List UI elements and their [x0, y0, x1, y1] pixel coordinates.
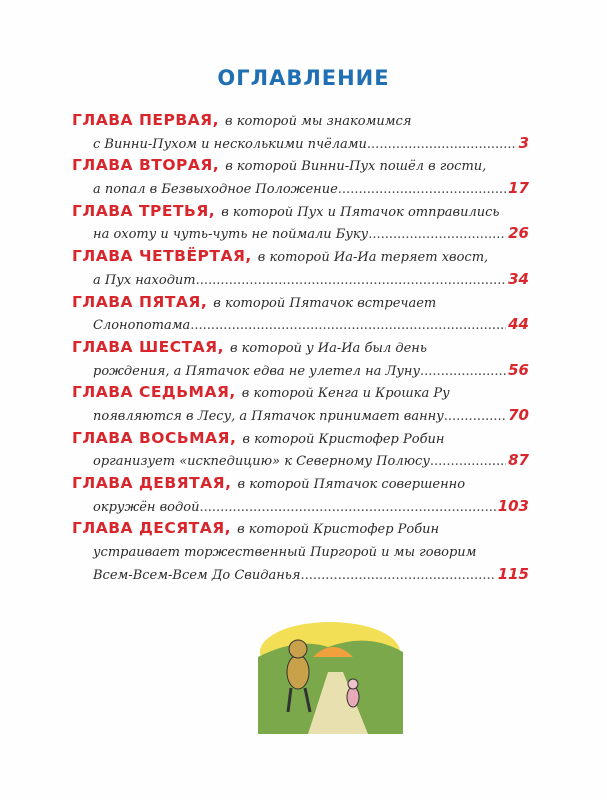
chapter-description: в которой Кристофер Робин	[242, 431, 445, 447]
toc-line	[72, 315, 529, 338]
toc-entry[interactable]	[72, 429, 529, 474]
page-number: 115	[497, 564, 529, 583]
dot-leader	[367, 134, 517, 157]
toc-line	[72, 293, 529, 316]
chapter-description: в которой у Иа-Иа был день	[229, 340, 427, 356]
chapter-description: на охоту и чуть-чуть не поймали Буку	[93, 227, 369, 243]
chapter-description: а Пух находит	[93, 272, 196, 288]
page-number: 44	[508, 315, 529, 334]
dot-leader	[196, 270, 506, 293]
chapter-heading: ГЛАВА ВОСЬМАЯ,	[72, 428, 237, 447]
chapter-description: организует «искпедицию» к Северному Полюсу	[93, 454, 430, 470]
page-number: 34	[508, 269, 529, 288]
dot-leader	[301, 565, 496, 588]
page-number: 17	[508, 179, 529, 198]
chapter-heading: ГЛАВА ПЕРВАЯ,	[72, 111, 220, 129]
toc-line	[72, 134, 529, 157]
toc-line	[72, 519, 529, 542]
pooh-and-piglet-illustration	[258, 612, 403, 734]
toc-entry[interactable]	[72, 474, 529, 519]
chapter-description: в которой Кристофер Робин	[237, 522, 440, 538]
dot-leader	[444, 406, 506, 429]
chapter-description: в которой мы знакомимся	[225, 114, 412, 129]
page-number: 70	[508, 405, 529, 424]
dot-leader	[190, 315, 506, 338]
toc-entry[interactable]	[72, 111, 529, 156]
toc-line	[72, 338, 529, 361]
table-of-contents	[72, 111, 529, 587]
chapter-heading: ГЛАВА ПЯТАЯ,	[72, 292, 208, 311]
toc-line	[72, 224, 529, 247]
dot-leader	[420, 361, 506, 384]
page-number: 56	[508, 360, 529, 379]
chapter-description: в которой Пятачок совершенно	[237, 477, 466, 492]
chapter-description: в которой Винни-Пух пошёл в гости,	[225, 159, 487, 175]
toc-line	[72, 156, 529, 179]
toc-entry[interactable]	[72, 156, 529, 201]
dot-leader	[199, 497, 495, 520]
toc-entry[interactable]	[72, 247, 529, 292]
chapter-description: а попал в Безвыходное Положение	[93, 182, 338, 198]
chapter-description: в которой Иа-Иа теряет хвост,	[257, 250, 489, 266]
toc-entry[interactable]	[72, 519, 529, 587]
toc-entry[interactable]	[72, 338, 529, 383]
toc-line	[72, 474, 529, 497]
chapter-heading: ГЛАВА ТРЕТЬЯ,	[72, 201, 216, 220]
page-number: 3	[518, 133, 529, 152]
toc-line	[72, 429, 529, 452]
dot-leader	[368, 224, 506, 247]
chapter-description: в которой Кенга и Крошка Ру	[241, 386, 450, 402]
chapter-description: в которой Пух и Пятачок отправились	[221, 204, 500, 220]
chapter-description: Слонопотама	[93, 318, 191, 334]
toc-entry[interactable]	[72, 202, 529, 247]
page-number: 103	[497, 496, 529, 515]
toc-line	[72, 202, 529, 225]
chapter-description: рождения, а Пятачок едва не улетел на Луну	[93, 363, 421, 379]
toc-line	[72, 451, 529, 474]
chapter-heading: ГЛАВА ЧЕТВЁРТАЯ,	[72, 247, 252, 266]
toc-entry[interactable]	[72, 293, 529, 338]
dot-leader	[338, 179, 506, 202]
chapter-description: с Винни-Пухом и несколькими пчёлами	[93, 136, 367, 152]
page-number: 87	[508, 451, 529, 470]
toc-line	[72, 270, 529, 293]
dot-leader	[430, 451, 506, 474]
chapter-heading: ГЛАВА ШЕСТАЯ,	[72, 337, 224, 356]
toc-entry[interactable]	[72, 383, 529, 428]
toc-line	[72, 111, 529, 134]
chapter-heading: ГЛАВА ВТОРАЯ,	[72, 156, 220, 175]
chapter-heading: ГЛАВА ДЕВЯТАЯ,	[72, 474, 232, 492]
toc-line	[72, 247, 529, 270]
toc-line	[72, 361, 529, 384]
page-title: ОГЛАВЛЕНИЕ	[217, 66, 390, 90]
toc-line	[72, 179, 529, 202]
chapter-heading: ГЛАВА СЕДЬМАЯ,	[72, 383, 236, 402]
chapter-description: Всем-Всем-Всем До Свиданья	[93, 567, 301, 583]
chapter-description: окружён водой	[93, 499, 200, 515]
toc-line	[72, 497, 529, 520]
toc-line	[72, 542, 529, 565]
toc-line	[72, 565, 529, 588]
chapter-description: устраивает торжественный Пиргорой и мы говорим	[93, 545, 477, 561]
page-number: 26	[508, 224, 529, 243]
toc-line	[72, 383, 529, 406]
toc-line	[72, 406, 529, 429]
chapter-description: появляются в Лесу, а Пятачок принимает ванну	[93, 408, 444, 424]
chapter-description: в которой Пятачок встречает	[213, 295, 437, 311]
chapter-heading: ГЛАВА ДЕСЯТАЯ,	[72, 519, 232, 538]
